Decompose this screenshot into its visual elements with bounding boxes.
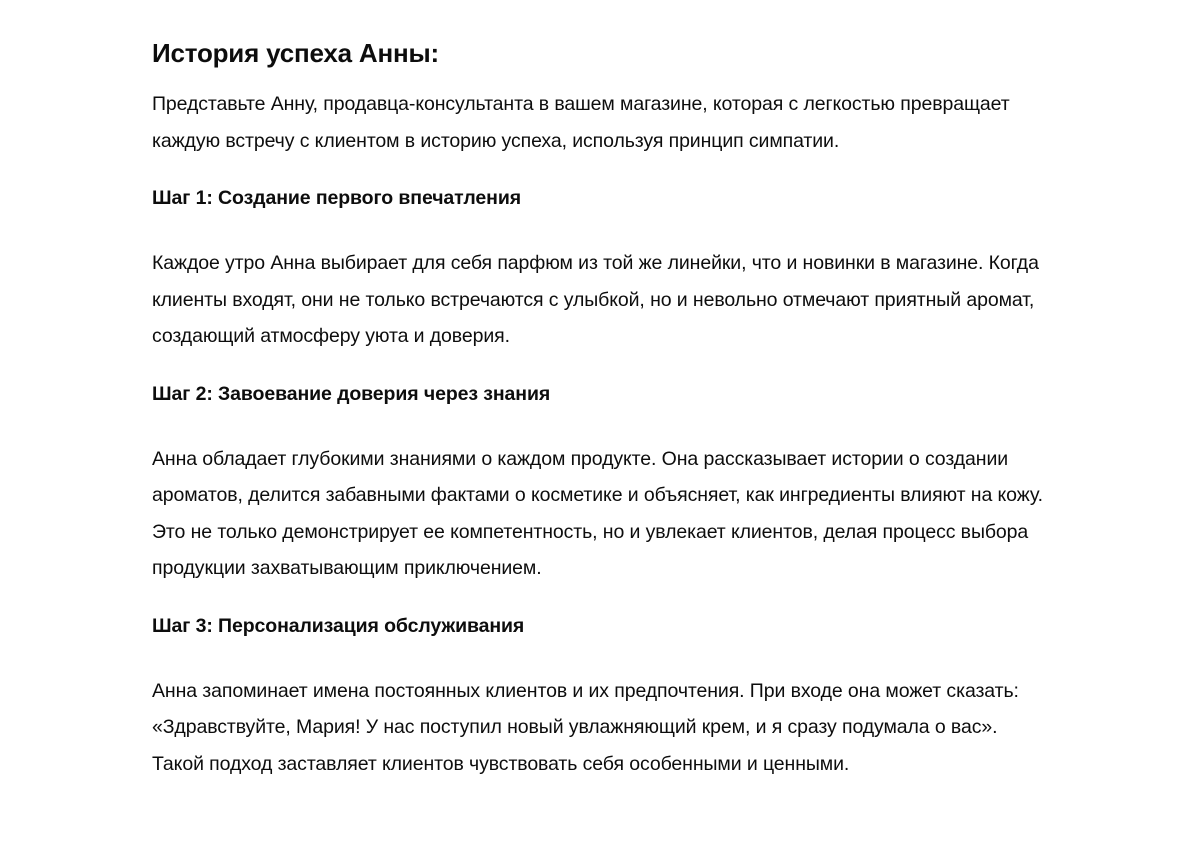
- step-3-heading: Шаг 3: Персонализация обслуживания: [152, 614, 525, 637]
- step-1-heading: Шаг 1: Создание первого впечатления: [152, 187, 521, 209]
- document: [152, 36, 1052, 782]
- step-3-paragraph: Анна запоминает имена постоянных клиентов и их предпочтения. При входе она может сказать: «Здравствуйте, Мария! У нас поступил новый увлажняющий крем, и я сразу подумала о вас». Такой подход заставляет клиентов чувствовать себя особенными и ценными.: [152, 679, 1019, 775]
- step-2-heading: Шаг 2: Завоевание доверия через знания: [152, 382, 551, 405]
- step-1-paragraph: Каждое утро Анна выбирает для себя парфюм из той же линейки, что и новинки в магазине. Когда клиенты входят, они не только встречаются с улыбкой, но и невольно отмечают приятный аромат, создающий атмосферу уюта и доверия.: [152, 252, 1039, 347]
- intro-paragraph: Представьте Анну, продавца-консультанта в вашем магазине, которая с легкостью превращает каждую встречу с клиентом в историю успеха, используя принцип симпатии.: [152, 93, 1010, 152]
- step-2-paragraph: Анна обладает глубокими знаниями о каждом продукте. Она рассказывает истории о создании ароматов, делится забавными фактами о косметике и объясняет, как ингредиенты влияют на кожу. Это не только демонстрирует ее компетентность, но и увлекает клиентов, делая процесс выбора продукции захватывающим приключением.: [152, 447, 1043, 579]
- document-title: История успеха Анны:: [152, 38, 439, 68]
